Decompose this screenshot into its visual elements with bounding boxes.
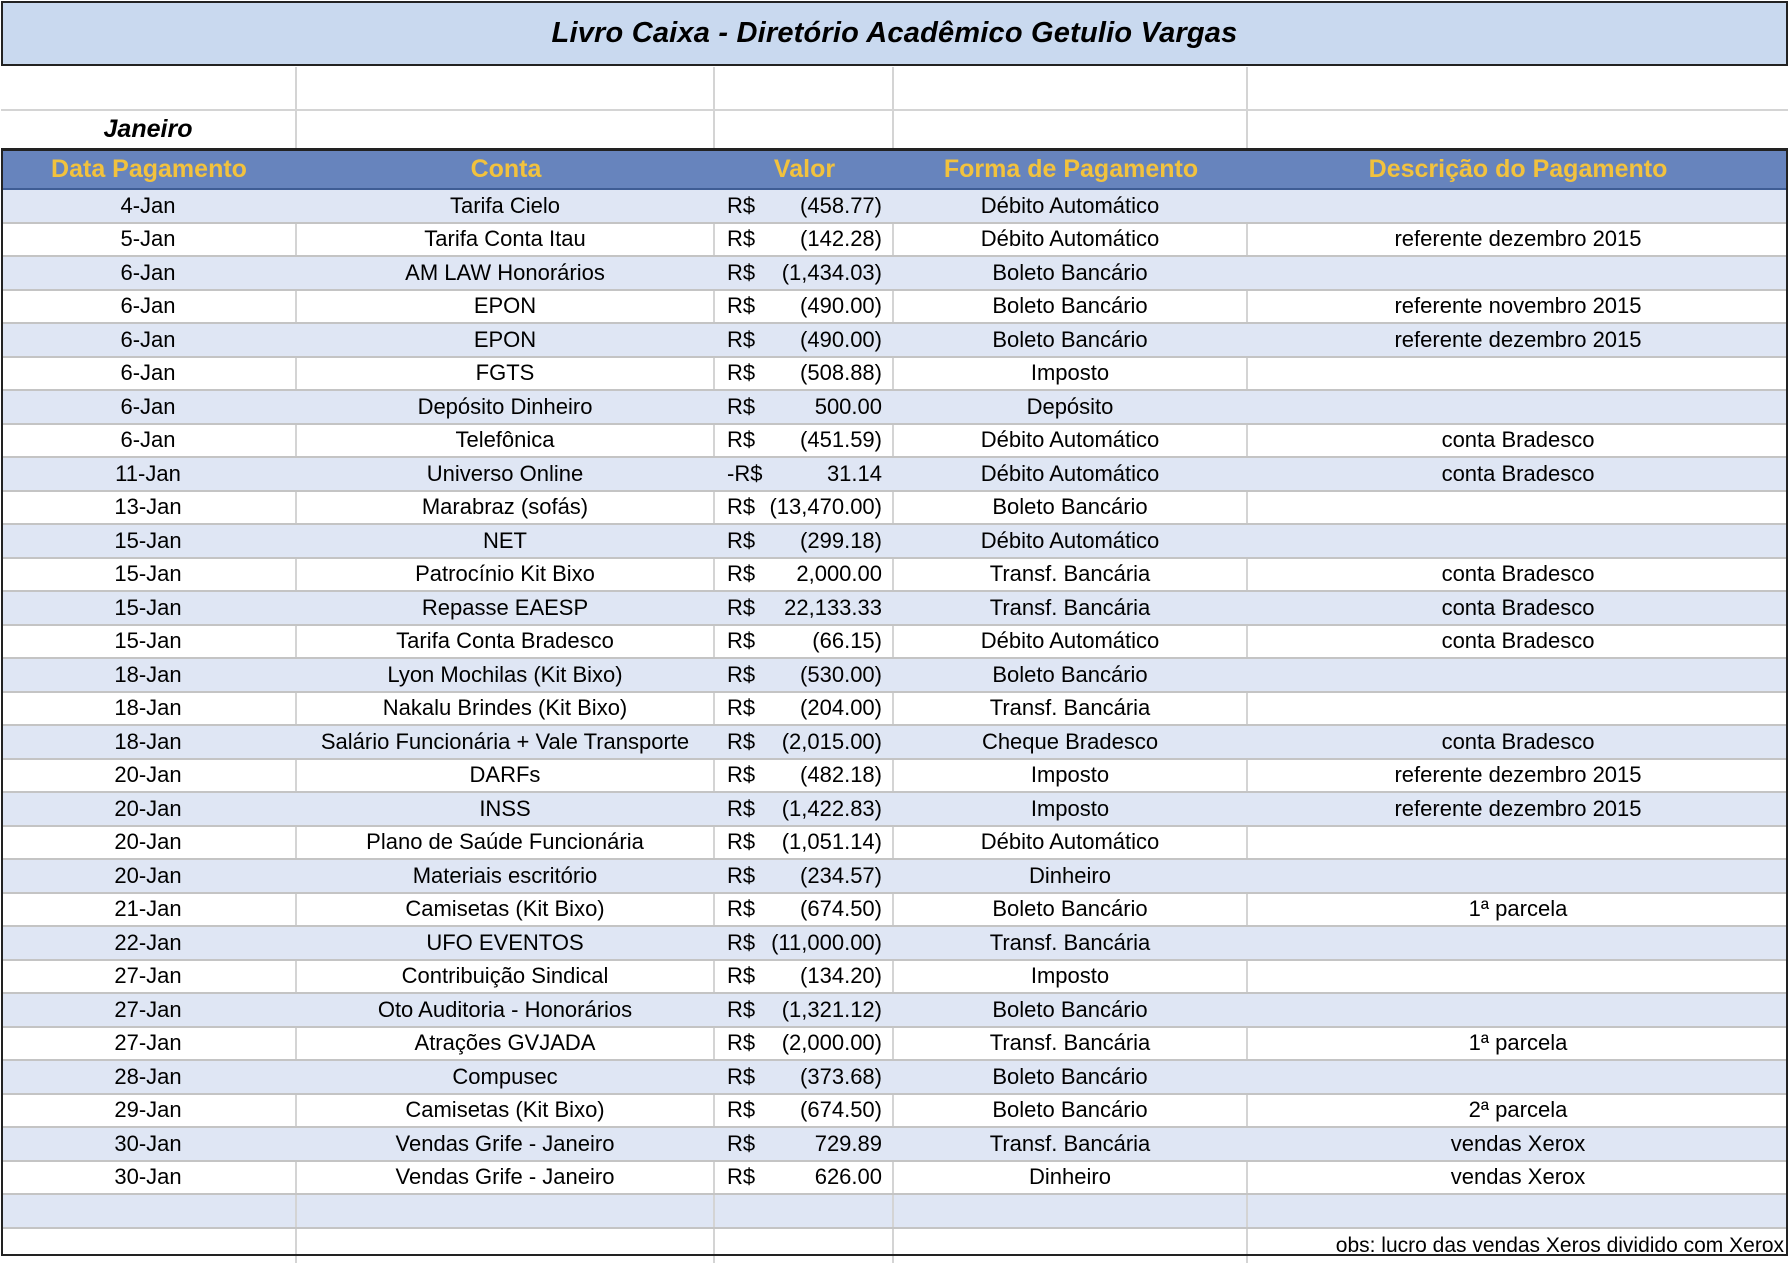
cell-description[interactable]: 1ª parcela — [1468, 1030, 1568, 1056]
cell-account[interactable]: Tarifa Cielo — [297, 190, 715, 222]
cell-payment-method[interactable]: Débito Automático — [894, 626, 1248, 658]
cell-description[interactable] — [1248, 525, 1788, 557]
cell-description[interactable] — [1248, 860, 1788, 892]
table-row — [1, 391, 1788, 425]
cell-date[interactable]: 30-Jan — [1, 1128, 297, 1160]
cell-date[interactable]: 15-Jan — [1, 626, 297, 658]
cell-payment-method[interactable]: Débito Automático — [894, 458, 1248, 490]
cell-empty[interactable] — [297, 1195, 715, 1227]
cell-date[interactable]: 18-Jan — [1, 659, 297, 691]
currency-symbol: R$ — [727, 1130, 756, 1156]
currency-symbol: R$ — [727, 527, 756, 553]
cell-description[interactable] — [1248, 659, 1788, 691]
currency-symbol: -R$ — [727, 460, 763, 486]
cell-value[interactable] — [715, 827, 894, 859]
cell-value[interactable] — [715, 961, 894, 993]
table-row — [1, 1128, 1788, 1162]
cell-date[interactable]: 18-Jan — [1, 726, 297, 758]
table-row — [1, 458, 1788, 492]
amount: 31.14 — [826, 460, 882, 486]
header-account[interactable]: Conta — [470, 155, 542, 183]
cell-payment-method[interactable]: Imposto — [894, 760, 1248, 792]
table-row — [1, 525, 1788, 559]
cell-description[interactable] — [1248, 994, 1788, 1026]
currency-symbol: R$ — [727, 494, 756, 520]
cell-value[interactable] — [715, 458, 894, 490]
cell-date[interactable]: 27-Jan — [1, 994, 297, 1026]
currency-symbol: R$ — [727, 795, 756, 821]
cell-description[interactable] — [1248, 257, 1788, 289]
table-row — [1, 626, 1788, 660]
cell-description[interactable]: referente dezembro 2015 — [1394, 226, 1642, 252]
currency-symbol: R$ — [727, 728, 756, 754]
table-row — [1, 693, 1788, 727]
currency-symbol: R$ — [727, 561, 756, 587]
header-value[interactable]: Valor — [773, 155, 836, 183]
cell-payment-method[interactable]: Boleto Bancário — [894, 324, 1248, 356]
cell-account[interactable]: Contribuição Sindical — [297, 961, 715, 993]
cell-value[interactable] — [715, 726, 894, 758]
currency-symbol: R$ — [727, 1164, 756, 1190]
amount: (482.18) — [800, 762, 882, 788]
cell-account[interactable]: EPON — [297, 324, 715, 356]
cell-value[interactable] — [715, 1061, 894, 1093]
cell-account[interactable]: Materiais escritório — [297, 860, 715, 892]
header-description[interactable]: Descrição do Pagamento — [1368, 155, 1668, 183]
month-row — [1, 111, 1788, 148]
currency-symbol: R$ — [727, 661, 756, 687]
month-label[interactable]: Janeiro — [1, 111, 297, 148]
cell-date[interactable]: 15-Jan — [1, 592, 297, 624]
header-payment-method[interactable]: Forma de Pagamento — [943, 155, 1199, 183]
cell-account[interactable]: Camisetas (Kit Bixo) — [297, 1095, 715, 1127]
cell-account[interactable]: Camisetas (Kit Bixo) — [297, 894, 715, 926]
currency-symbol: R$ — [727, 896, 756, 922]
cell-value[interactable] — [715, 994, 894, 1026]
cell-description[interactable] — [1248, 693, 1788, 725]
cell-value[interactable] — [715, 860, 894, 892]
table-row — [1, 894, 1788, 928]
cell-date[interactable]: 20-Jan — [1, 760, 297, 792]
cell-description[interactable]: referente dezembro 2015 — [1394, 795, 1642, 821]
currency-symbol: R$ — [727, 1030, 756, 1056]
amount: (234.57) — [800, 862, 882, 888]
cell-payment-method[interactable]: Débito Automático — [894, 525, 1248, 557]
cell-empty[interactable] — [894, 111, 1248, 148]
cell-date[interactable]: 6-Jan — [1, 358, 297, 390]
cell-payment-method[interactable]: Débito Automático — [894, 190, 1248, 222]
cell-payment-method[interactable]: Depósito — [894, 391, 1248, 423]
cell-account[interactable]: DARFs — [297, 760, 715, 792]
cell-date[interactable]: 30-Jan — [1, 1162, 297, 1194]
amount: (299.18) — [800, 527, 882, 553]
cell-payment-method[interactable]: Dinheiro — [894, 860, 1248, 892]
amount: (204.00) — [800, 695, 882, 721]
cell-account[interactable]: Compusec — [297, 1061, 715, 1093]
amount: (674.50) — [800, 896, 882, 922]
cell-value[interactable] — [715, 1128, 894, 1160]
cell-empty[interactable] — [715, 67, 894, 109]
sheet-title-cell[interactable] — [1, 1, 1788, 66]
cell-description[interactable]: conta Bradesco — [1441, 561, 1595, 587]
cell-account[interactable]: UFO EVENTOS — [297, 927, 715, 959]
cell-date[interactable]: 13-Jan — [1, 492, 297, 524]
table-row — [1, 726, 1788, 760]
cell-account[interactable]: Oto Auditoria - Honorários — [297, 994, 715, 1026]
cell-date[interactable]: 20-Jan — [1, 827, 297, 859]
currency-symbol: R$ — [727, 594, 756, 620]
cell-value[interactable] — [715, 224, 894, 256]
cell-account[interactable]: Salário Funcionária + Vale Transporte — [297, 726, 715, 758]
cell-description[interactable] — [1248, 391, 1788, 423]
cell-payment-method[interactable]: Imposto — [894, 793, 1248, 825]
empty-row — [1, 1195, 1788, 1229]
cell-date[interactable]: 6-Jan — [1, 425, 297, 457]
cell-value[interactable] — [715, 760, 894, 792]
cell-account[interactable]: Patrocínio Kit Bixo — [297, 559, 715, 591]
currency-symbol: R$ — [727, 226, 756, 252]
page-title: Livro Caixa - Diretório Acadêmico Getulio Vargas — [551, 17, 1238, 49]
currency-symbol: R$ — [727, 929, 756, 955]
cell-payment-method[interactable]: Boleto Bancário — [894, 291, 1248, 323]
cell-empty[interactable] — [1248, 1195, 1788, 1227]
table-row — [1, 291, 1788, 325]
cell-payment-method[interactable]: Transf. Bancária — [894, 592, 1248, 624]
cell-date[interactable]: 22-Jan — [1, 927, 297, 959]
cell-value[interactable] — [715, 291, 894, 323]
currency-symbol: R$ — [727, 427, 756, 453]
cell-description[interactable]: referente dezembro 2015 — [1394, 762, 1642, 788]
currency-symbol: R$ — [727, 862, 756, 888]
cell-description[interactable]: 1ª parcela — [1468, 896, 1568, 922]
amount: (490.00) — [800, 326, 882, 352]
cell-date[interactable]: 6-Jan — [1, 391, 297, 423]
cell-description[interactable] — [1248, 358, 1788, 390]
cell-payment-method[interactable]: Transf. Bancária — [894, 927, 1248, 959]
cell-payment-method[interactable]: Boleto Bancário — [894, 257, 1248, 289]
cell-description[interactable] — [1248, 827, 1788, 859]
cell-payment-method[interactable]: Transf. Bancária — [894, 1028, 1248, 1060]
cell-date[interactable]: 21-Jan — [1, 894, 297, 926]
cell-account[interactable]: Marabraz (sofás) — [297, 492, 715, 524]
table-row — [1, 492, 1788, 526]
currency-symbol: R$ — [727, 628, 756, 654]
table-row — [1, 961, 1788, 995]
cell-date[interactable]: 18-Jan — [1, 693, 297, 725]
cell-account[interactable]: Plano de Saúde Funcionária — [297, 827, 715, 859]
cell-description[interactable]: referente dezembro 2015 — [1394, 326, 1642, 352]
cell-payment-method[interactable]: Boleto Bancário — [894, 1095, 1248, 1127]
amount: 2,000.00 — [796, 561, 882, 587]
cell-value[interactable] — [715, 894, 894, 926]
amount: (66.15) — [812, 628, 882, 654]
table-row — [1, 1028, 1788, 1062]
amount: (508.88) — [800, 360, 882, 386]
cell-account[interactable]: AM LAW Honorários — [297, 257, 715, 289]
cell-value[interactable] — [715, 592, 894, 624]
amount: (674.50) — [800, 1097, 882, 1123]
cell-description[interactable] — [1248, 927, 1788, 959]
cell-date[interactable]: 11-Jan — [1, 458, 297, 490]
cell-payment-method[interactable]: Imposto — [894, 961, 1248, 993]
amount: (490.00) — [800, 293, 882, 319]
table-row — [1, 994, 1788, 1028]
cell-description[interactable]: referente novembro 2015 — [1394, 293, 1642, 319]
cell-date[interactable]: 27-Jan — [1, 961, 297, 993]
cell-empty[interactable] — [894, 1195, 1248, 1227]
cell-empty[interactable] — [1, 67, 297, 109]
cell-payment-method[interactable]: Débito Automático — [894, 827, 1248, 859]
cell-payment-method[interactable]: Transf. Bancária — [894, 559, 1248, 591]
cell-payment-method[interactable]: Boleto Bancário — [894, 659, 1248, 691]
cell-description[interactable]: conta Bradesco — [1441, 460, 1595, 486]
cell-payment-method[interactable]: Boleto Bancário — [894, 994, 1248, 1026]
cell-date[interactable]: 20-Jan — [1, 793, 297, 825]
cell-account[interactable]: Universo Online — [297, 458, 715, 490]
cell-value[interactable] — [715, 927, 894, 959]
cell-value[interactable] — [715, 190, 894, 222]
cell-empty[interactable] — [715, 1195, 894, 1227]
blank-row — [1, 67, 1788, 111]
table-row — [1, 592, 1788, 626]
currency-symbol: R$ — [727, 1063, 756, 1089]
cell-date[interactable]: 6-Jan — [1, 291, 297, 323]
cell-description[interactable]: conta Bradesco — [1441, 728, 1595, 754]
cell-value[interactable] — [715, 693, 894, 725]
amount: (2,000.00) — [781, 1030, 882, 1056]
cell-value[interactable] — [715, 492, 894, 524]
amount: (1,051.14) — [781, 829, 882, 855]
cell-description[interactable] — [1248, 961, 1788, 993]
amount: 500.00 — [814, 393, 882, 419]
amount: (1,434.03) — [781, 259, 882, 285]
cell-description[interactable] — [1248, 190, 1788, 222]
cell-account[interactable]: Vendas Grife - Janeiro — [297, 1128, 715, 1160]
cell-date[interactable]: 28-Jan — [1, 1061, 297, 1093]
table-row — [1, 1061, 1788, 1095]
cell-empty[interactable] — [1, 1195, 297, 1227]
cell-description[interactable]: conta Bradesco — [1441, 594, 1595, 620]
currency-symbol: R$ — [727, 829, 756, 855]
cell-payment-method[interactable]: Débito Automático — [894, 425, 1248, 457]
cell-account[interactable]: Nakalu Brindes (Kit Bixo) — [297, 693, 715, 725]
amount: 729.89 — [814, 1130, 882, 1156]
currency-symbol: R$ — [727, 393, 756, 419]
cell-value[interactable] — [715, 1028, 894, 1060]
cell-date[interactable]: 5-Jan — [1, 224, 297, 256]
cell-payment-method[interactable]: Débito Automático — [894, 224, 1248, 256]
cell-date[interactable]: 6-Jan — [1, 257, 297, 289]
cell-description[interactable]: conta Bradesco — [1441, 427, 1595, 453]
cell-date[interactable]: 29-Jan — [1, 1095, 297, 1127]
cell-description[interactable]: vendas Xerox — [1450, 1130, 1586, 1156]
amount: (134.20) — [800, 963, 882, 989]
cell-empty[interactable] — [1248, 67, 1788, 109]
table-row — [1, 1095, 1788, 1129]
currency-symbol: R$ — [727, 762, 756, 788]
cell-value[interactable] — [715, 391, 894, 423]
cell-payment-method[interactable]: Transf. Bancária — [894, 1128, 1248, 1160]
cell-description[interactable]: vendas Xerox — [1450, 1164, 1586, 1190]
cell-empty[interactable] — [297, 111, 715, 148]
amount: 626.00 — [814, 1164, 882, 1190]
cell-value[interactable] — [715, 257, 894, 289]
cell-payment-method[interactable]: Cheque Bradesco — [894, 726, 1248, 758]
currency-symbol: R$ — [727, 192, 756, 218]
table-row — [1, 190, 1788, 224]
table-row — [1, 827, 1788, 861]
amount: 22,133.33 — [784, 594, 882, 620]
cell-payment-method[interactable]: Boleto Bancário — [894, 1061, 1248, 1093]
table-row — [1, 659, 1788, 693]
currency-symbol: R$ — [727, 1097, 756, 1123]
cell-description[interactable]: 2ª parcela — [1468, 1097, 1568, 1123]
cell-value[interactable] — [715, 324, 894, 356]
amount: (13,470.00) — [769, 494, 882, 520]
cell-value[interactable] — [715, 525, 894, 557]
table-row — [1, 860, 1788, 894]
currency-symbol: R$ — [727, 259, 756, 285]
cell-empty[interactable] — [894, 67, 1248, 109]
cell-description[interactable] — [1248, 492, 1788, 524]
table-header — [1, 148, 1788, 190]
currency-symbol: R$ — [727, 963, 756, 989]
table-row — [1, 257, 1788, 291]
amount: (1,321.12) — [781, 996, 882, 1022]
cell-empty[interactable] — [715, 111, 894, 148]
cell-account[interactable]: Repasse EAESP — [297, 592, 715, 624]
table-row — [1, 224, 1788, 258]
currency-symbol: R$ — [727, 326, 756, 352]
note-text[interactable]: obs: lucro das vendas Xeros dividido com Xerox — [1335, 1234, 1784, 1257]
cell-payment-method[interactable]: Imposto — [894, 358, 1248, 390]
cell-date[interactable]: 15-Jan — [1, 525, 297, 557]
cell-value[interactable] — [715, 793, 894, 825]
cell-account[interactable]: Vendas Grife - Janeiro — [297, 1162, 715, 1194]
cell-account[interactable]: INSS — [297, 793, 715, 825]
amount: (451.59) — [800, 427, 882, 453]
cell-value[interactable] — [715, 1162, 894, 1194]
cell-account[interactable]: EPON — [297, 291, 715, 323]
cell-description[interactable]: conta Bradesco — [1441, 628, 1595, 654]
cell-account[interactable]: Tarifa Conta Itau — [297, 224, 715, 256]
cell-account[interactable]: NET — [297, 525, 715, 557]
cell-payment-method[interactable]: Boleto Bancário — [894, 492, 1248, 524]
cell-value[interactable] — [715, 626, 894, 658]
cell-empty[interactable] — [297, 67, 715, 109]
currency-symbol: R$ — [727, 695, 756, 721]
amount: (458.77) — [800, 192, 882, 218]
table-row — [1, 559, 1788, 593]
cell-value[interactable] — [715, 1095, 894, 1127]
cell-account[interactable]: Telefônica — [297, 425, 715, 457]
cell-empty[interactable] — [1248, 111, 1788, 148]
cell-date[interactable]: 20-Jan — [1, 860, 297, 892]
table-row — [1, 1162, 1788, 1196]
currency-symbol: R$ — [727, 293, 756, 319]
table-row — [1, 358, 1788, 392]
cell-value[interactable] — [715, 358, 894, 390]
cell-payment-method[interactable]: Dinheiro — [894, 1162, 1248, 1194]
amount: (142.28) — [800, 226, 882, 252]
cell-description[interactable] — [1248, 1061, 1788, 1093]
cell-value[interactable] — [715, 659, 894, 691]
amount: (11,000.00) — [771, 929, 882, 955]
header-date[interactable]: Data Pagamento — [51, 155, 247, 183]
table-row — [1, 793, 1788, 827]
table-row — [1, 324, 1788, 358]
currency-symbol: R$ — [727, 996, 756, 1022]
table-row — [1, 425, 1788, 459]
amount: (373.68) — [800, 1063, 882, 1089]
cell-value[interactable] — [715, 425, 894, 457]
amount: (1,422.83) — [781, 795, 882, 821]
cell-account[interactable]: Atrações GVJADA — [297, 1028, 715, 1060]
cell-date[interactable]: 6-Jan — [1, 324, 297, 356]
cell-date[interactable]: 4-Jan — [1, 190, 297, 222]
cell-value[interactable] — [715, 559, 894, 591]
cell-account[interactable]: Tarifa Conta Bradesco — [297, 626, 715, 658]
currency-symbol: R$ — [727, 360, 756, 386]
cell-date[interactable]: 27-Jan — [1, 1028, 297, 1060]
cell-payment-method[interactable]: Boleto Bancário — [894, 894, 1248, 926]
amount: (2,015.00) — [781, 728, 882, 754]
table-row — [1, 760, 1788, 794]
cell-account[interactable]: Lyon Mochilas (Kit Bixo) — [297, 659, 715, 691]
table-row — [1, 927, 1788, 961]
cell-payment-method[interactable]: Transf. Bancária — [894, 693, 1248, 725]
cell-account[interactable]: Depósito Dinheiro — [297, 391, 715, 423]
cell-date[interactable]: 15-Jan — [1, 559, 297, 591]
amount: (530.00) — [800, 661, 882, 687]
cell-account[interactable]: FGTS — [297, 358, 715, 390]
